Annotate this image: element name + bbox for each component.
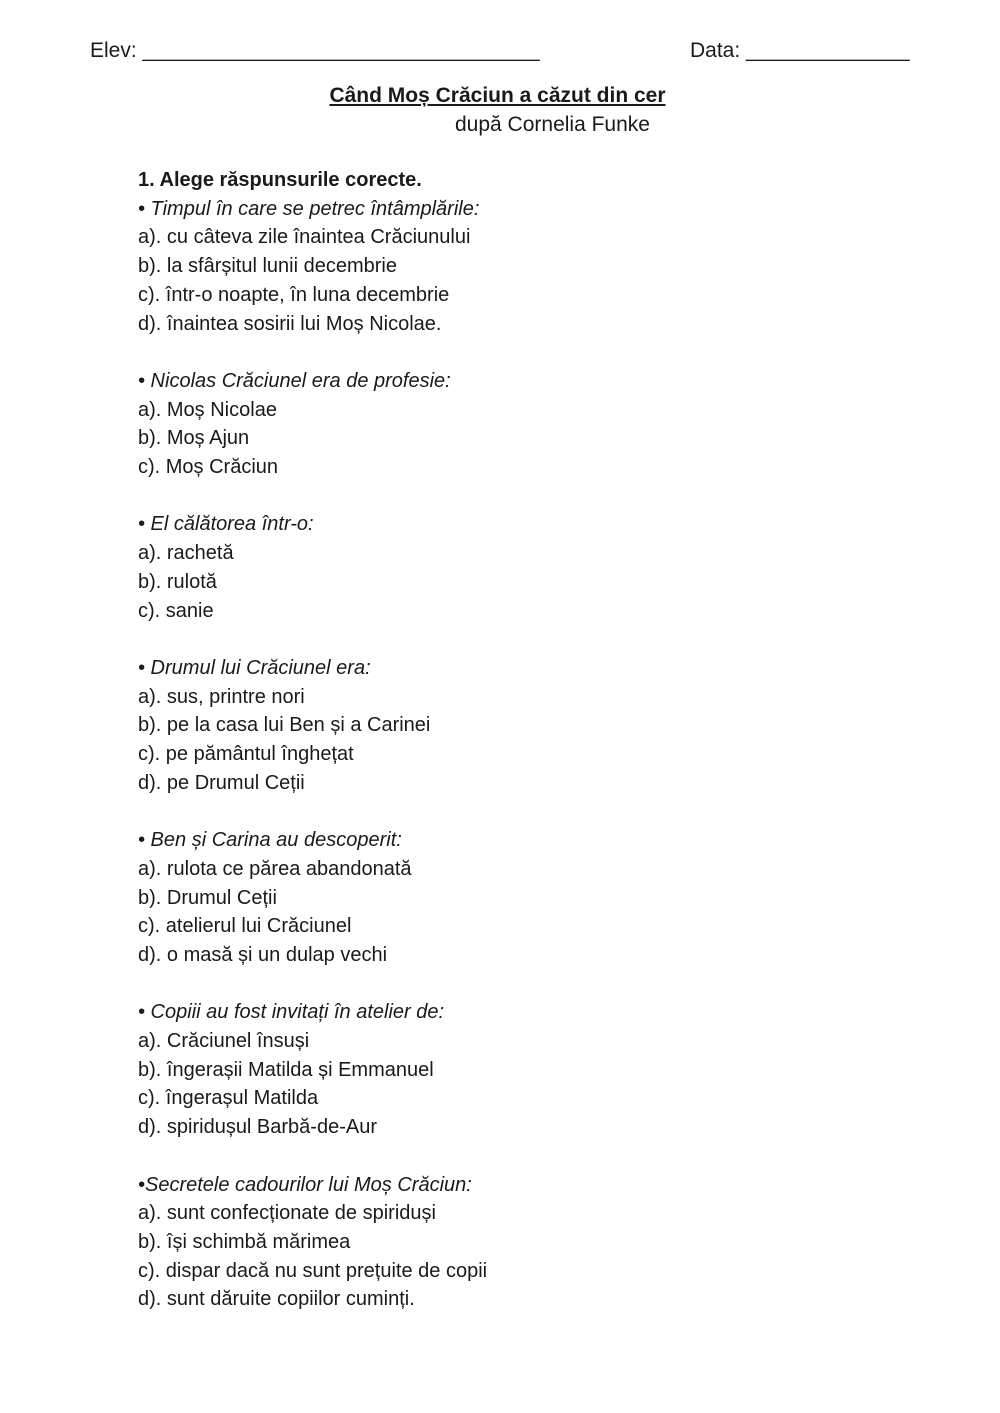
- answer-option: c). Moș Crăciun: [138, 456, 279, 479]
- answer-option: b). la sfârșitul lunii decembrie: [138, 255, 397, 278]
- exercise-heading: 1. Alege răspunsurile corecte.: [138, 169, 422, 191]
- question-prompt: • Timpul în care se petrec întâmplările:: [138, 197, 480, 220]
- answer-option: a). rulota ce părea abandonată: [138, 857, 412, 880]
- question-prompt: • Copiii au fost invitați în atelier de:: [138, 1001, 445, 1024]
- question-block: [138, 654, 958, 798]
- answer-option: c). dispar dacă nu sunt prețuite de copii: [138, 1259, 488, 1282]
- date-line: Data: ______________: [690, 39, 910, 62]
- question-block: [138, 195, 958, 339]
- exercise-section: [138, 166, 958, 1343]
- answer-option: c). atelierul lui Crăciunel: [138, 915, 352, 938]
- answer-option: d). spiridușul Barbă-de-Aur: [138, 1116, 377, 1139]
- answer-option: c). într-o noapte, în luna decembrie: [138, 283, 450, 306]
- question-block: [138, 998, 958, 1142]
- answer-option: c). sanie: [138, 599, 214, 622]
- question-block: [138, 510, 958, 625]
- author-line: după Cornelia Funke: [455, 113, 650, 136]
- answer-option: a). sunt confecționate de spiriduși: [138, 1202, 436, 1225]
- answer-option: c). pe pământul înghețat: [138, 743, 354, 766]
- question-prompt: • Drumul lui Crăciunel era:: [138, 656, 371, 679]
- answer-option: a). Crăciunel însuși: [138, 1030, 310, 1053]
- answer-option: a). Moș Nicolae: [138, 398, 277, 421]
- answer-option: b). îngerașii Matilda și Emmanuel: [138, 1058, 434, 1081]
- answer-option: d). înaintea sosirii lui Moș Nicolae.: [138, 312, 442, 335]
- answer-option: c). îngerașul Matilda: [138, 1087, 319, 1110]
- student-name-line: Elev: __________________________________: [90, 39, 540, 62]
- answer-option: b). își schimbă mărimea: [138, 1230, 351, 1253]
- answer-option: b). pe la casa lui Ben și a Carinei: [138, 714, 431, 737]
- answer-option: a). rachetă: [138, 542, 234, 565]
- answer-option: d). pe Drumul Ceții: [138, 771, 305, 794]
- worksheet-title: Când Moș Crăciun a căzut din cer: [329, 84, 666, 107]
- answer-option: b). Drumul Ceții: [138, 886, 277, 909]
- question-prompt: • El călătorea într-o:: [138, 513, 314, 536]
- answer-option: a). sus, printre nori: [138, 685, 305, 708]
- question-prompt: •Secretele cadourilor lui Moș Crăciun:: [138, 1173, 472, 1196]
- answer-option: d). o masă și un dulap vechi: [138, 943, 388, 966]
- answer-option: d). sunt dăruite copiilor cuminți.: [138, 1288, 415, 1311]
- question-block: [138, 1171, 958, 1315]
- question-block: [138, 826, 958, 970]
- answer-option: b). Moș Ajun: [138, 427, 250, 450]
- question-prompt: • Ben și Carina au descoperit:: [138, 829, 402, 852]
- question-prompt: • Nicolas Crăciunel era de profesie:: [138, 369, 451, 392]
- question-block: [138, 367, 958, 482]
- answer-option: a). cu câteva zile înaintea Crăciunului: [138, 226, 471, 249]
- answer-option: b). rulotă: [138, 570, 217, 593]
